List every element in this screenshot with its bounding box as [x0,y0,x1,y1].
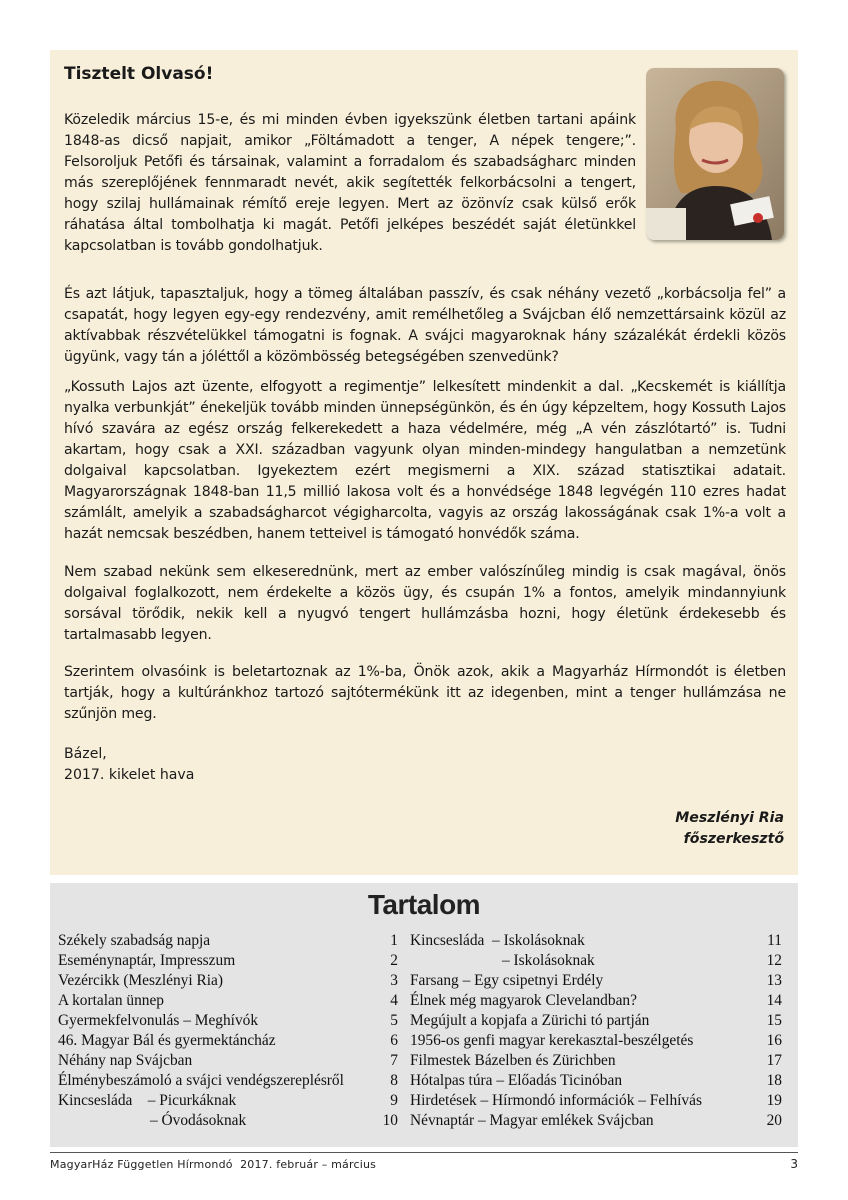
portrait-illustration [646,68,784,240]
toc-entry-page: 2 [390,952,398,969]
toc-entry-page: 17 [766,1052,782,1069]
paragraph-5: Szerintem olvasóink is beletartoznak az 1%-ba, Önök azok, akik a Magyarház Hírmondót is életben tartják, hogy a kultúránkhoz tartozó sajtótermékünk itt az idegenben, mint a tenger hullámzása ne szűnjön meg. [64,664,786,722]
toc-entry[interactable] [410,931,782,951]
toc-entry-page: 9 [390,1092,398,1109]
page-number: 3 [790,1157,798,1171]
toc-entry-page: 6 [390,1032,398,1049]
toc-entry[interactable] [58,1091,398,1111]
toc-entry[interactable] [410,1071,782,1091]
toc-entry[interactable] [410,1011,782,1031]
toc-entry-page: 5 [390,1012,398,1029]
toc-entry[interactable] [58,931,398,951]
paragraph-1: Közeledik március 15-e, és mi minden évben igyekszünk életben tartani apáink 1848-as dicső napjait, amikor „Föltámadott a tenger, A népek tengere;”. Felsoroljuk Petőfi és társainak, valamint a forradalom és szabadságharc minden más szereplőjének fennmaradt nevét, akik segítették felkorbácsolni a tengert, hogy szilaj hullámainak rémítő ereje legyen. Mert az özönvíz csak külső erők ráhatása által tombolhatja ki magát. Petőfi jelképes beszédét saját életünkkel kapcsolatban is tovább gondolhatjuk. [64,112,636,254]
toc-entry-label: 46. Magyar Bál és gyermektáncház [58,1032,276,1049]
toc-left-column [58,931,398,1131]
toc-entry-label: Eseménynaptár, Impresszum [58,952,236,969]
toc-entry-page: 3 [390,972,398,989]
paragraph-4: Nem szabad nekünk sem elkeserednünk, mert az ember valószínűleg mindig is csak magával, önös dolgaival foglalkozott, nem érdekelte a közös ügy, és csupán 1% a fontos, amelyik mindannyiunk sorsával törődik, nekik kell a nyugvó tengert hullámzásba hozni, hogy életünk érdekesebb és tartalmasabb legyen. [64,564,786,643]
toc-entry[interactable] [410,1051,782,1071]
toc-entry-page: 20 [766,1112,782,1129]
toc-entry-page: 16 [766,1032,782,1049]
toc-entry[interactable] [58,1031,398,1051]
toc-entry-page: 19 [766,1092,782,1109]
greeting-heading: Tisztelt Olvasó! [64,64,214,84]
toc-entry[interactable] [410,1091,782,1111]
toc-entry[interactable] [58,991,398,1011]
toc-entry-label: Gyermekfelvonulás – Meghívók [58,1012,259,1029]
toc-entry-label: Filmestek Bázelben és Zürichben [410,1052,616,1069]
toc-entry-page: 13 [766,972,782,989]
toc-entry-label: Farsang – Egy csipetnyi Erdély [410,972,604,989]
date: 2017. kikelet hava [64,767,195,783]
toc-entry[interactable] [58,951,398,971]
toc-entry[interactable] [410,991,782,1011]
toc-entry-page: 14 [766,992,782,1009]
toc-entry-page: 7 [390,1052,398,1069]
toc-entry[interactable] [410,1111,782,1131]
toc-entry[interactable] [410,1031,782,1051]
toc-entry-page: 10 [382,1112,398,1129]
toc-entry[interactable] [58,1011,398,1031]
toc-entry-page: 18 [766,1072,782,1089]
toc-entry-label: Székely szabadság napja [58,932,211,949]
toc-entry-label: A kortalan ünnep [58,992,164,1009]
signature [675,808,784,850]
toc-entry-label: – Iskolásoknak [502,952,595,969]
toc-entry-label: 1956-os genfi magyar kerekasztal-beszélgetés [410,1032,694,1049]
table-of-contents [50,883,798,1147]
author-name: Meszlényi Ria [675,810,784,826]
toc-entry-label: Megújult a kopjafa a Zürichi tó partján [410,1012,650,1029]
toc-entry[interactable] [58,1071,398,1091]
page-footer [50,1152,798,1175]
author-role: főszerkesztő [683,831,784,847]
toc-entry[interactable] [58,971,398,991]
toc-entry-label: Névnaptár – Magyar emlékek Svájcban [410,1112,654,1129]
author-portrait-photo [646,68,784,240]
paragraph-3: „Kossuth Lajos azt üzente, elfogyott a regimentje” lelkesített mindenkit a dal. „Kecskemét is kiállítja nyalka verbunkját” énekeljük tovább minden ünnepségünkön, és én úgy képzeltem, hogy Kossuth Lajos hívó szavára az egész ország felkerekedett a haza védelmére, még „A vén zászlótartó” is. Tudni akartam, hogy csak a XXI. században vagyunk olyan minden-mindegy hangulatban a nemzetünk dolgaival kapcsolatban. Igyekeztem ezért megismerni a XIX. század statisztikai adatait. Magyarországnak 1848-ban 11,5 millió lakosa volt és a honvédsége 1848 legvégén 110 ezres hadat számlált, amelyik a szabadságharcot végigharcolta, vagyis az ország lakosságának csak 1%-a volt a hazát nemcsak beszédben, hanem tetteivel is támogató honvédők száma. [64,379,786,542]
toc-entry-label: Vezércikk (Meszlényi Ria) [58,972,223,989]
toc-entry[interactable] [410,951,782,971]
toc-entry-page: 8 [390,1072,398,1089]
toc-entry-label: Élnek még magyarok Clevelandban? [410,992,637,1009]
toc-entry[interactable] [58,1111,398,1131]
toc-entry-page: 12 [766,952,782,969]
editorial-letter [50,50,798,875]
toc-entry-label: Élménybeszámoló a svájci vendégszereplésről [58,1072,344,1089]
toc-entry-page: 15 [766,1012,782,1029]
toc-title: Tartalom [367,889,481,920]
toc-right-column [410,931,782,1131]
place: Bázel, [64,746,107,762]
toc-entry-page: 4 [390,992,398,1009]
toc-entry-label: Hótalpas túra – Előadás Ticinóban [410,1072,623,1089]
toc-entry-page: 1 [390,932,398,949]
toc-entry-label: Hirdetések – Hírmondó információk – Felhívás [410,1092,702,1109]
paragraph-2: És azt látjuk, tapasztaljuk, hogy a tömeg általában passzív, és csak néhány vezető „korbácsolja fel” a csapatát, hogy legyen egy-egy rendezvény, amit remélhetőleg a Svájcban élő nemzettársaink közül az aktívabbak részvételükkel támogatni is fognak. A svájci magyaroknak hány százalékát érdekli közös ügyünk, vagy tán a jóléttől a közömbösség betegségében szenvedünk? [64,286,786,365]
toc-entry[interactable] [410,971,782,991]
toc-entry-label: Kincsesláda – Iskolásoknak [410,932,585,949]
toc-entry-label: – Óvodásoknak [150,1112,247,1129]
toc-entry-page: 11 [767,932,782,949]
place-and-date [64,744,194,786]
toc-entry-label: Kincsesláda – Picurkáknak [58,1092,237,1109]
publication-info: MagyarHáz Független Hírmondó 2017. február – március [50,1158,377,1171]
toc-entry[interactable] [58,1051,398,1071]
toc-entry-label: Néhány nap Svájcban [58,1052,193,1069]
